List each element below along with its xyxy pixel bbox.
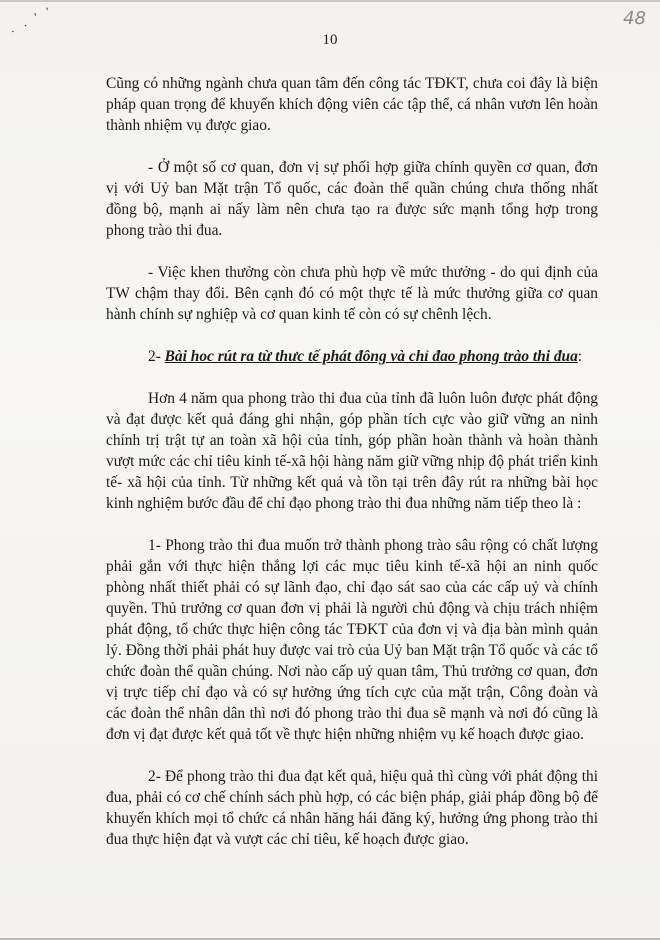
section-heading xyxy=(106,346,598,367)
paragraph: Cũng có những ngành chưa quan tâm đến công tác TĐKT, chưa coi đây là biện pháp quan trọng để khuyến khích động viên các tập thể, cá nhân vươn lên hoàn thành nhiệm vụ được giao. xyxy=(106,75,598,134)
paragraph: 1- Phong trào thi đua muốn trở thành phong trào sâu rộng có chất lượng phải gắn với thực hiện thắng lợi các mục tiêu kinh tế-xã hội an ninh quốc phòng nhất thiết phải có sự lãnh đạo, chỉ đạo sát sao của các cấp uỷ và chính quyền. Thủ trưởng cơ quan đơn vị phải là người chủ động và chịu trách nhiệm phát động, tổ chức thực hiện công tác TĐKT của đơn vị và địa bàn mình quản lý. Đồng thời phải phát huy được vai trò của Uỷ ban Mặt trận Tổ quốc và các tổ chức đoàn thể quần chúng. Nơi nào cấp uỷ quan tâm, Thủ trưởng cơ quan, đơn vị trực tiếp chỉ đạo và có sự hưởng ứng tích cực của mặt trận, Công đoàn và các đoàn thể nhân dân thì nơi đó phong trào thi đua sẽ mạnh và nơi đó cũng là đơn vị đạt được kết quả tốt về thực hiện những nhiệm vụ kế hoạch được giao. xyxy=(106,537,598,743)
paragraph: Hơn 4 năm qua phong trào thi đua của tỉnh đã luôn luôn được phát động và đạt được kết quả đáng ghi nhận, góp phần tích cực vào giữ vững an ninh chính trị trật tự an toàn xã hội của tỉnh, góp phần hoàn thành và hoàn thành vượt mức các chỉ tiêu kinh tế-xã hội hàng năm giữ vững nhịp độ phát triển kinh tế- xã hội của tỉnh. Từ những kết quả và tồn tại trên đây rút ra những bài học kinh nghiệm bước đầu để chỉ đạo phong trào thi đua những năm tiếp theo là : xyxy=(106,390,598,512)
page-number: 10 xyxy=(322,32,338,48)
handwritten-page-number: 48 xyxy=(623,8,646,29)
paragraph: 2- Để phong trào thi đua đạt kết quả, hiệu quả thì cùng với phát động thi đua, phải có cơ chế chính sách phù hợp, có các biện pháp, giải pháp đồng bộ để khuyến khích mọi tổ chức cá nhân hăng hái đăng ký, hưởng ứng phong trào thi đua thực hiện đạt và vượt các chỉ tiêu, kế hoạch được giao. xyxy=(106,768,598,848)
document-body xyxy=(106,73,598,850)
section-heading-prefix: 2- xyxy=(148,348,165,365)
paragraph: - Việc khen thưởng còn chưa phù hợp về mức thưởng - do qui định của TW chậm thay đổi. Bên cạnh đó có một thực tế là mức thưởng giữa cơ quan hành chính sự nghiệp và cơ quan kinh tế còn có sự chênh lệch. xyxy=(106,264,598,323)
section-heading-text: Bài hoc rút ra từ thưc tế phát đông và chỉ đao phong trào thi đua xyxy=(164,348,578,365)
page-top-edge xyxy=(0,0,660,2)
margin-marks: . . ' ' xyxy=(7,2,56,36)
section-heading-suffix: : xyxy=(577,348,583,365)
paragraph: - Ở một số cơ quan, đơn vị sự phối hợp giữa chính quyền cơ quan, đơn vị với Uỷ ban Mặt trận Tổ quốc, các đoàn thể quần chúng chưa thống nhất đồng bộ, mạnh ai nấy làm nên chưa tạo ra được sức mạnh tổng hợp trong phong trào thi đua. xyxy=(106,159,598,239)
